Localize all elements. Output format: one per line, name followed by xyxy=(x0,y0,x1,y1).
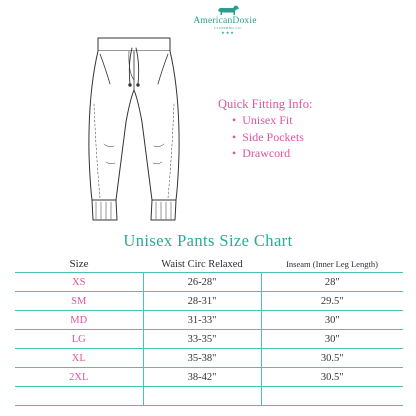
table-row xyxy=(15,368,403,387)
quick-info-item: • Side Pockets xyxy=(232,129,312,146)
inseam-cell: 28" xyxy=(261,273,403,292)
inseam-cell: 30" xyxy=(261,330,403,349)
table-row xyxy=(15,387,403,406)
header-inseam: Inseam (Inner Leg Length) xyxy=(286,259,378,269)
header-size: Size xyxy=(69,258,89,270)
header-waist: Waist Circ Relaxed xyxy=(161,258,243,270)
size-cell: XS xyxy=(15,273,143,292)
table-row xyxy=(15,330,403,349)
waist-cell: 35-38" xyxy=(143,349,261,368)
waist-cell: 26-28" xyxy=(143,273,261,292)
brand-stars: ★★★ xyxy=(221,30,235,35)
quick-info-list xyxy=(218,112,312,162)
inseam-cell xyxy=(261,387,403,406)
size-cell: SM xyxy=(15,292,143,311)
quick-info-title: Quick Fitting Info: xyxy=(218,97,313,111)
inseam-cell: 29.5" xyxy=(261,292,403,311)
waist-cell: 38-42" xyxy=(143,368,261,387)
waist-cell: 28-31" xyxy=(143,292,261,311)
waist-cell: 33-35" xyxy=(143,330,261,349)
brand-logo xyxy=(193,4,260,35)
inseam-cell: 30.5" xyxy=(261,349,403,368)
brand-subtitle: CLOTHING CO. xyxy=(213,26,243,30)
size-cell: MD xyxy=(15,311,143,330)
brand-name: AmericanDoxie xyxy=(193,16,257,26)
size-cell: 2XL xyxy=(15,368,143,387)
table-row xyxy=(15,349,403,368)
size-chart-table xyxy=(15,256,403,406)
table-row xyxy=(15,311,403,330)
size-cell xyxy=(15,387,143,406)
size-chart-title: Unisex Pants Size Chart xyxy=(123,231,293,250)
quick-info-item: • Unisex Fit xyxy=(232,112,312,129)
table-row xyxy=(15,292,403,311)
table-header-row xyxy=(15,256,403,273)
waist-cell: 31-33" xyxy=(143,311,261,330)
size-cell: LG xyxy=(15,330,143,349)
waist-cell xyxy=(143,387,261,406)
dachshund-icon xyxy=(216,4,240,16)
table-row xyxy=(15,273,403,292)
quick-fitting-info xyxy=(218,96,312,162)
pants-sketch-image xyxy=(76,34,192,224)
quick-info-item: • Drawcord xyxy=(232,145,312,162)
size-cell: XL xyxy=(15,349,143,368)
inseam-cell: 30" xyxy=(261,311,403,330)
inseam-cell: 30.5" xyxy=(261,368,403,387)
